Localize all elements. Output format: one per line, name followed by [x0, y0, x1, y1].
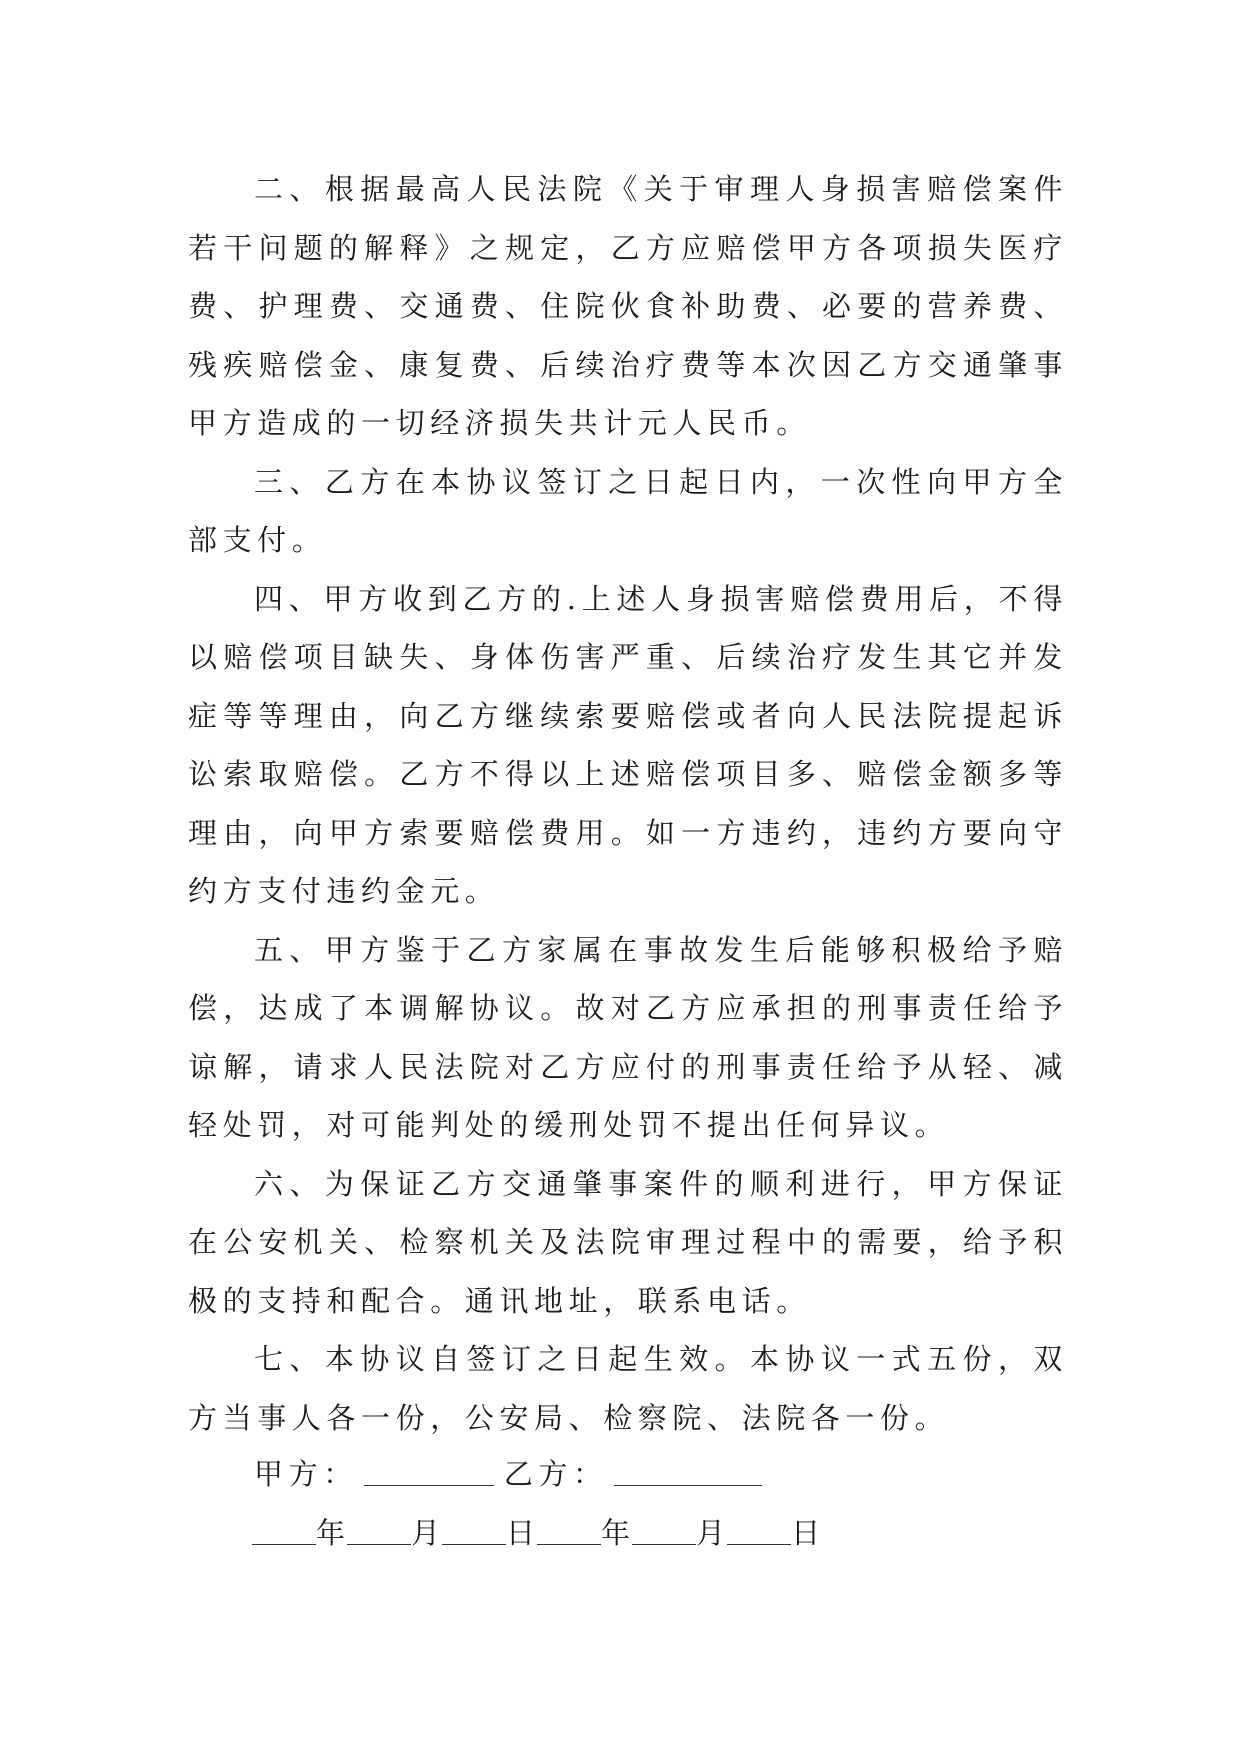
party-a-label: 甲方： [254, 1457, 358, 1491]
year-blank-a [252, 1518, 316, 1545]
day-label-b: 日 [791, 1516, 823, 1550]
clause-four: 四、甲方收到乙方的.上述人身损害赔偿费用后，不得以赔偿项目缺失、身体伤害严重、后续治疗发生其它并发症等等理由，向乙方继续索要赔偿或者向人民法院提起诉讼索取赔偿。乙方不得以上述赔偿项目多、赔偿金额多等理由，向甲方索要赔偿费用。如一方违约，违约方要向守约方支付违约金元。 [188, 581, 1068, 908]
document-body [188, 160, 1068, 1447]
party-a-signature-blank [364, 1459, 494, 1486]
date-row [252, 1511, 822, 1552]
clause-six: 六、为保证乙方交通肇事案件的顺利进行，甲方保证在公安机关、检察机关及法院审理过程中的需要，给予积极的支持和配合。通讯地址，联系电话。 [188, 1166, 1068, 1318]
month-label-b: 月 [696, 1516, 728, 1550]
day-label-a: 日 [506, 1516, 538, 1550]
signature-row [254, 1452, 762, 1493]
month-label-a: 月 [411, 1516, 443, 1550]
clause-three: 三、乙方在本协议签订之日起日内，一次性向甲方全部支付。 [188, 464, 1068, 557]
day-blank-b [727, 1518, 791, 1545]
clause-two: 二、根据最高人民法院《关于审理人身损害赔偿案件若干问题的解释》之规定，乙方应赔偿甲方各项损失医疗费、护理费、交通费、住院伙食补助费、必要的营养费、残疾赔偿金、康复费、后续治疗费等本次因乙方交通肇事甲方造成的一切经济损失共计元人民币。 [188, 172, 1068, 440]
year-label-b: 年 [601, 1516, 633, 1550]
party-b-label: 乙方： [503, 1457, 608, 1491]
day-blank-a [442, 1518, 506, 1545]
year-blank-b [537, 1518, 601, 1545]
clause-five: 五、甲方鉴于乙方家属在事故发生后能够积极给予赔偿，达成了本调解协议。故对乙方应承担的刑事责任给予谅解，请求人民法院对乙方应付的刑事责任给予从轻、减轻处罚，对可能判处的缓刑处罚不提出任何异议。 [188, 932, 1068, 1142]
month-blank-b [632, 1518, 696, 1545]
clause-seven: 七、本协议自签订之日起生效。本协议一式五份，双方当事人各一份，公安局、检察院、法院各一份。 [188, 1342, 1068, 1435]
month-blank-a [347, 1518, 411, 1545]
year-label-a: 年 [316, 1516, 348, 1550]
party-b-signature-blank [614, 1459, 762, 1486]
